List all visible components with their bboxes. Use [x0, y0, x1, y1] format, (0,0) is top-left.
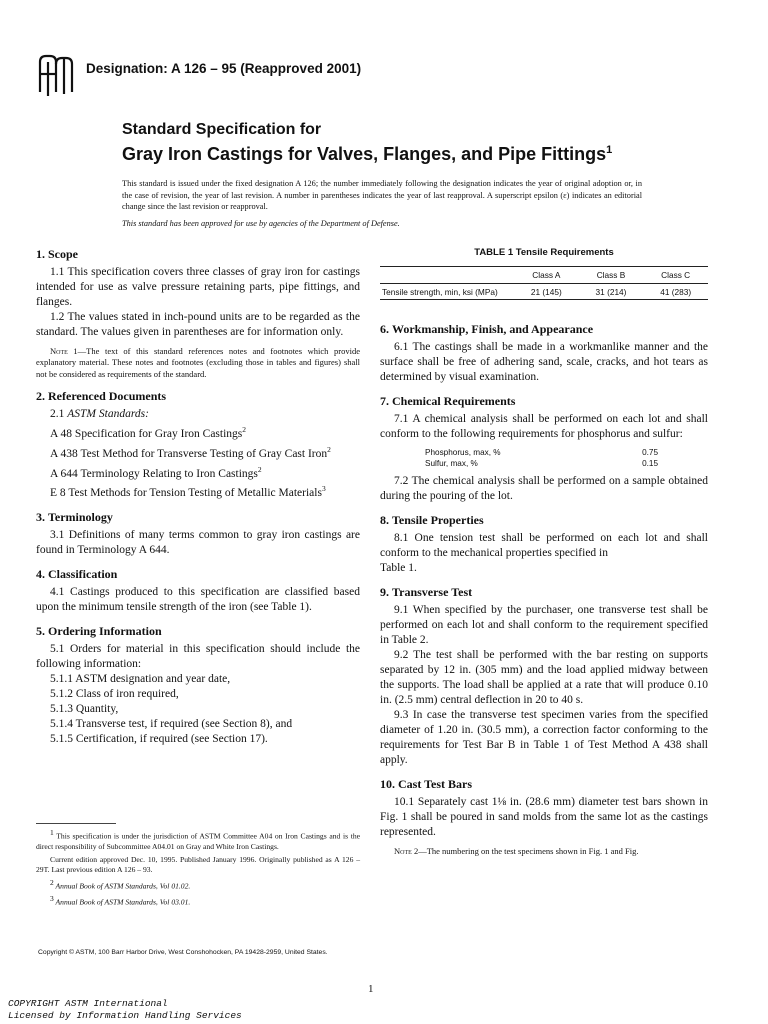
copyright-line: Copyright © ASTM, 100 Barr Harbor Drive, West Conshohocken, PA 19428-2959, United States. — [38, 949, 328, 956]
section-number: 10. — [380, 777, 395, 791]
table-row-label: Tensile strength, min, ksi (MPa) — [382, 287, 498, 297]
section-number: 4. — [36, 567, 45, 582]
reference-a438 — [36, 442, 360, 462]
footnote-2 — [36, 878, 360, 892]
right-column — [380, 247, 708, 857]
intro-paragraph: This standard is issued under the fixed designation A 126; the number immediately following the designation indicates the year of original adoption or, in the case of revision, the year of last revision. A number in parentheses indicates the year of last reapproval. A superscript epsilon (ε) indicates an editorial change since the last revision or reapproval. — [122, 179, 642, 211]
document-title — [122, 120, 722, 164]
footnote-marker: 2 — [327, 444, 331, 454]
license-line-1: COPYRIGHT ASTM International — [8, 998, 168, 1009]
left-column — [36, 247, 360, 747]
section-number: 9. — [380, 585, 389, 599]
reference-e8 — [36, 481, 360, 501]
tensile-requirements-table — [380, 266, 708, 300]
section-3-heading — [36, 510, 360, 525]
table-header-cell: Class B — [579, 267, 644, 284]
astm-logo — [36, 52, 76, 98]
section-number: 1. — [36, 247, 45, 261]
section-2-heading — [36, 389, 360, 404]
section-title: Workmanship, Finish, and Appearance — [392, 322, 594, 336]
table-header-cell — [380, 267, 514, 284]
section-number: 2. — [36, 388, 45, 403]
title-line-1: Standard Specification for — [122, 121, 322, 138]
table-header-row — [380, 267, 708, 284]
section-1-heading — [36, 247, 360, 262]
table-caption: TABLE 1 Tensile Requirements — [474, 247, 614, 258]
paragraph-6-1: 6.1 The castings shall be made in a workmanlike manner and the surface shall be free of adhering sand, scale, cracks, and hot tears as determined by visual examination. — [380, 341, 708, 383]
note-2 — [380, 846, 708, 857]
note-text: 1—The text of this standard references notes and footnotes which provide explanatory material. These notes and footnotes (excluding those in tables and figures) shall not be considered as requirements of the standard. — [36, 346, 360, 379]
paragraph-7-2: 7.2 The chemical analysis shall be performed on a sample obtained during the pouring of the lot. — [380, 475, 708, 502]
table-cell: 41 (283) — [660, 287, 692, 297]
paragraph-1-2: 1.2 The values stated in inch-pound units are to be regarded as the standard. The values given in parentheses are for information only. — [36, 311, 360, 338]
section-number: 6. — [380, 322, 389, 336]
paragraph-5-1: 5.1 Orders for material in this specification should include the following information: — [36, 643, 360, 671]
reference-text: A 644 Terminology Relating to Iron Castings — [50, 467, 258, 480]
footnote-3 — [36, 894, 360, 908]
section-number: 8. — [380, 513, 389, 527]
section-9-heading — [380, 585, 708, 600]
license-stamp — [8, 998, 242, 1022]
chem-value: 0.15 — [642, 459, 658, 468]
paragraph-9-3: 9.3 In case the transverse test specimen varies from the specified diameter of 1.20 in. (30.5 mm), a correction factor conforming to the requirements for Test Bar B in Table 1 of Test Method A 438 shall apply. — [380, 709, 708, 766]
table-header-cell: Class C — [643, 267, 708, 284]
section-5-heading — [36, 624, 360, 639]
section-title: Cast Test Bars — [398, 777, 473, 791]
astm-standards-label: ASTM Standards: — [67, 407, 149, 420]
table-row — [380, 284, 708, 300]
section-title: Terminology — [48, 510, 113, 525]
footnote-1 — [36, 828, 360, 852]
paragraph-7-1: 7.1 A chemical analysis shall be performed on each lot and shall conform to the following requirements for phosphorus and sulfur: — [380, 413, 708, 440]
ordering-item: 5.1.4 Transverse test, if required (see Section 8), and — [50, 718, 293, 731]
section-title: Ordering Information — [48, 624, 162, 639]
paragraph-4-1: 4.1 Castings produced to this specification are classified based upon the minimum tensile strength of the iron (see Table 1). — [36, 586, 360, 614]
reference-a48 — [36, 422, 360, 442]
footnote-marker: 1 — [50, 828, 54, 837]
footnote-marker: 2 — [257, 464, 262, 474]
paragraph-10-1: 10.1 Separately cast 1⅛ in. (28.6 mm) diameter test bars shown in Fig. 1 shall be poured in sand molds from the same lot as the castings represented. — [380, 796, 708, 838]
footnote-text: This specification is under the jurisdiction of ASTM Committee A04 on Iron Castings and is the direct responsibility of Subcommittee A04.01 on Gray and White Iron Castings. — [36, 831, 360, 851]
page-number: 1 — [368, 983, 374, 995]
footnote-marker: 3 — [321, 484, 326, 494]
paragraph-8-1-cont: Table 1. — [380, 562, 417, 574]
title-footnote-marker: 1 — [606, 144, 613, 156]
designation: Designation: A 126 – 95 (Reapproved 2001) — [86, 61, 362, 76]
note-text: 2—The numbering on the test specimens shown in Fig. 1 and Fig. — [411, 846, 639, 856]
reference-text: A 438 Test Method for Transverse Testing of Gray Cast Iron — [50, 447, 328, 460]
chem-label: Phosphorus, max, % — [425, 448, 501, 457]
paragraph-1-1: 1.1 This specification covers three classes of gray iron for castings intended for use as valve pressure retaining parts, pipe fittings, and flanges. — [36, 266, 360, 308]
section-number: 5. — [36, 624, 45, 639]
paragraph-number: 2.1 — [50, 407, 68, 420]
section-title: Transverse Test — [392, 585, 473, 599]
reference-text: E 8 Test Methods for Tension Testing of Metallic Materials — [50, 487, 322, 500]
footnote-rule — [36, 823, 116, 824]
footnote-marker: 3 — [50, 894, 54, 904]
ordering-item: 5.1.2 Class of iron required, — [50, 688, 179, 701]
section-4-heading — [36, 567, 360, 582]
ordering-item: 5.1.5 Certification, if required (see Section 17). — [50, 733, 268, 746]
chem-requirement-row — [380, 458, 708, 469]
reference-text: A 48 Specification for Gray Iron Castings — [50, 427, 243, 440]
license-line-2: Licensed by Information Handling Services — [8, 1010, 242, 1021]
footnote-marker: 2 — [50, 877, 54, 887]
note-1 — [36, 346, 360, 380]
reference-a644 — [36, 462, 360, 482]
footnote-text: Annual Book of ASTM Standards, Vol 01.02. — [53, 881, 191, 891]
section-8-heading — [380, 513, 708, 528]
title-line-2-text: Gray Iron Castings for Valves, Flanges, and Pipe Fittings — [122, 144, 607, 164]
table-header-cell: Class A — [514, 267, 579, 284]
paragraph-2-1 — [36, 407, 360, 422]
chem-label: Sulfur, max, % — [425, 459, 478, 468]
chem-requirement-row — [380, 447, 708, 458]
footnote-text: Annual Book of ASTM Standards, Vol 03.01. — [53, 897, 191, 907]
dod-approval-note: This standard has been approved for use by agencies of the Department of Defense. — [122, 219, 400, 228]
ordering-item: 5.1.1 ASTM designation and year date, — [50, 673, 231, 686]
footnotes — [36, 823, 360, 911]
section-number: 3. — [36, 510, 45, 525]
section-title: Scope — [48, 247, 78, 261]
table-1 — [380, 247, 708, 300]
section-title: Referenced Documents — [48, 388, 167, 403]
section-number: 7. — [380, 394, 389, 408]
section-title: Tensile Properties — [392, 513, 484, 527]
section-10-heading — [380, 777, 708, 792]
ordering-item: 5.1.3 Quantity, — [50, 703, 119, 716]
footnote-1-edition: Current edition approved Dec. 10, 1995. Published January 1996. Originally published as A 126 – 29T. Last previous edition A 126 – 93. — [36, 854, 360, 874]
section-title: Classification — [48, 567, 118, 582]
paragraph-9-1: 9.1 When specified by the purchaser, one transverse test shall be performed on each lot and shall conform to the requirement specified in Table 2. — [380, 604, 708, 646]
paragraph-9-2: 9.2 The test shall be performed with the bar resting on supports separated by 12 in. (305 mm) and the load applied midway between the supports. The load shall be applied at a rate that will produce 0.10 in. (2.5 mm) central deflection in 20 to 40 s. — [380, 649, 708, 706]
paragraph-3-1: 3.1 Definitions of many terms common to gray iron castings are found in Terminology A 644. — [36, 529, 360, 557]
title-line-2 — [122, 140, 722, 164]
note-label: Note — [50, 346, 68, 356]
table-cell: 21 (145) — [530, 287, 562, 297]
section-6-heading — [380, 322, 708, 337]
section-7-heading — [380, 394, 708, 409]
table-cell: 31 (214) — [595, 287, 627, 297]
chem-value: 0.75 — [642, 448, 658, 457]
paragraph-8-1: 8.1 One tension test shall be performed on each lot and shall conform to the mechanical properties specified in — [380, 532, 708, 559]
section-title: Chemical Requirements — [392, 394, 516, 408]
footnote-marker: 2 — [242, 424, 247, 434]
note-label: Note — [394, 846, 412, 856]
